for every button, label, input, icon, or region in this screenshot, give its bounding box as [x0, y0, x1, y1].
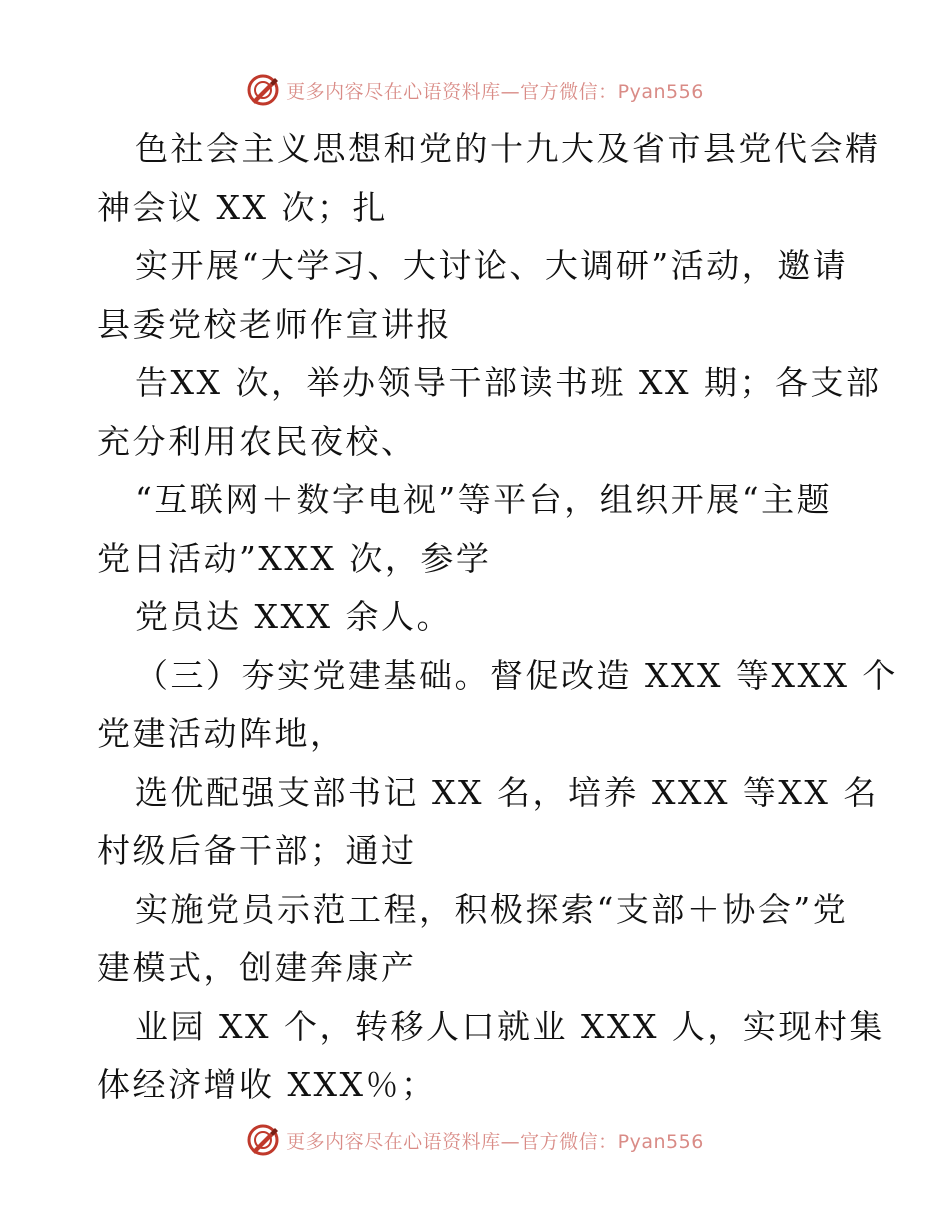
watermark-logo-icon — [246, 73, 280, 107]
watermark-text: 更多内容尽在心语资料库—官方微信：Pyan556 — [286, 1130, 704, 1153]
document-body — [97, 120, 898, 1115]
body-text-line: 体经济增收 XXX％； — [97, 1065, 437, 1104]
body-text-line: 实施党员示范工程，积极探索“支部＋协会”党 — [135, 889, 849, 929]
body-text-line: 业园 XX 个，转移人口就业 XXX 人，实现村集 — [135, 1006, 885, 1046]
body-text-line: 告XX 次，举办领导干部读书班 XX 期；各支部 — [135, 363, 882, 402]
body-text-line: 党建活动阵地， — [97, 714, 346, 753]
body-text-line: 党员达 XXX 余人。 — [135, 597, 452, 636]
watermark-logo-icon — [246, 1123, 280, 1157]
watermark-header — [0, 70, 950, 110]
body-text-line: 县委党校老师作宣讲报 — [97, 304, 452, 344]
body-text-line: （三）夯实党建基础。督促改造 XXX 等XXX 个 — [135, 655, 898, 695]
body-text-line: 色社会主义思想和党的十九大及省市县党代会精 — [135, 129, 881, 168]
body-text-line: 神会议 XX 次；扎 — [97, 187, 388, 227]
body-text-line: 实开展“大学习、大讨论、大调研”活动，邀请 — [135, 246, 849, 285]
body-text-line: “互联网＋数字电视”等平台，组织开展“主题 — [135, 480, 833, 519]
watermark-footer — [0, 1120, 950, 1160]
watermark-text: 更多内容尽在心语资料库—官方微信：Pyan556 — [286, 80, 704, 103]
body-text-line: 充分利用农民夜校、 — [97, 421, 417, 461]
body-text-line: 党日活动”XXX 次，参学 — [97, 538, 492, 578]
body-text-line: 建模式，创建奔康产 — [97, 948, 417, 987]
body-text-line: 村级后备干部；通过 — [97, 831, 417, 870]
body-text-line: 选优配强支部书记 XX 名，培养 XXX 等XX 名 — [135, 772, 879, 812]
